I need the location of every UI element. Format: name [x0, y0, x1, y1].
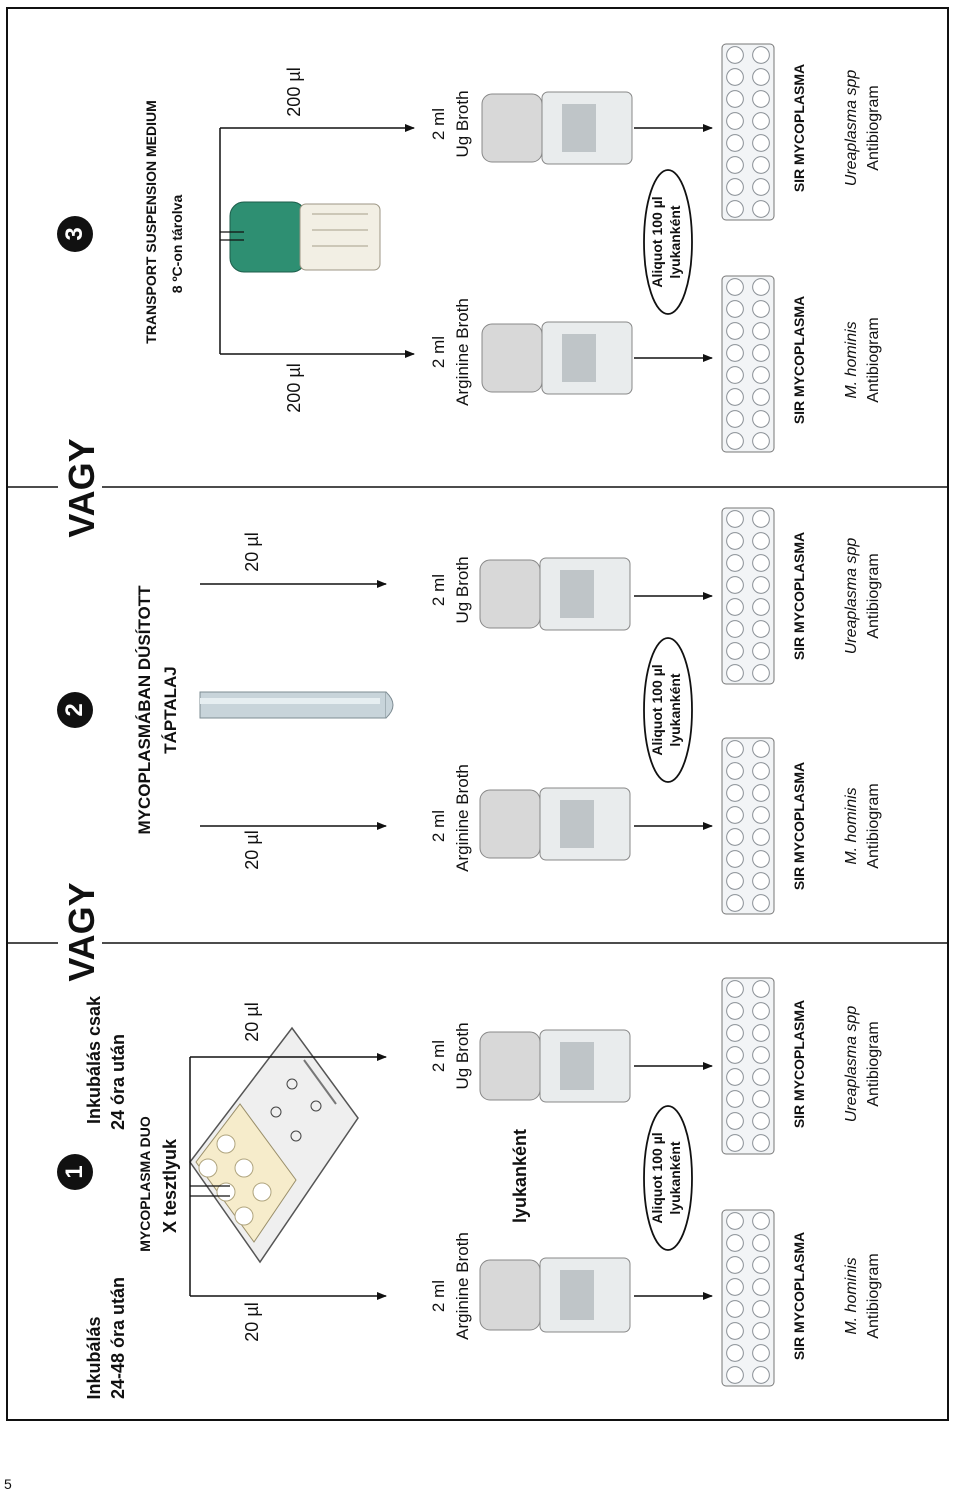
plate-well — [753, 157, 770, 174]
panel-1-number: 1 — [61, 1165, 88, 1179]
plate-well — [753, 1047, 770, 1064]
plate-well — [753, 533, 770, 550]
duo-line2: X tesztlyuk — [160, 1138, 180, 1234]
plate-well — [753, 1345, 770, 1362]
plate-well — [753, 665, 770, 682]
plate-well — [753, 829, 770, 846]
plate-well — [727, 1213, 744, 1230]
plate-well — [727, 1091, 744, 1108]
panel-2-plate1-type: Antibiogram — [865, 783, 882, 869]
plate-well — [727, 1135, 744, 1152]
panel-1-per-well: lyukanként — [510, 1128, 530, 1224]
plate-well — [727, 807, 744, 824]
panel-2-aliquot-line1: Aliquot 100 µl — [649, 664, 665, 756]
plate-well — [753, 367, 770, 384]
panel-1-plate1-type: Antibiogram — [865, 1253, 882, 1339]
plate-well — [727, 367, 744, 384]
plate-well — [727, 1257, 744, 1274]
panel-1-vial1-name: Arginine Broth — [453, 1232, 472, 1340]
plate-well — [727, 157, 744, 174]
plate-well — [753, 201, 770, 218]
panel-3 — [57, 44, 882, 452]
page-number: 5 — [4, 1476, 12, 1492]
panel-1-volume-right: 20 µl — [242, 1002, 262, 1042]
panel-2-vial-ug — [480, 558, 630, 630]
plate-well — [753, 511, 770, 528]
plate-well — [753, 1025, 770, 1042]
plate-well — [753, 555, 770, 572]
plate-well — [727, 1113, 744, 1130]
panel-1-vial2-volume: 2 ml — [429, 1039, 448, 1073]
plate-well — [753, 1091, 770, 1108]
plate-well — [727, 599, 744, 616]
panel-3-aliquot-line1: Aliquot 100 µl — [649, 196, 665, 288]
panel-2-plate2-species: Ureaplasma spp — [843, 537, 860, 655]
plate-well — [753, 389, 770, 406]
plate-well — [727, 323, 744, 340]
panel-3-vial1-volume: 2 ml — [429, 335, 448, 369]
plate-well — [727, 829, 744, 846]
plate-well — [753, 113, 770, 130]
incubation-a-line1: Inkubálás — [84, 1316, 104, 1400]
plate-well — [753, 577, 770, 594]
panel-3-vial1-name: Arginine Broth — [453, 298, 472, 406]
plate-well — [753, 807, 770, 824]
panel-1-vial1-volume: 2 ml — [429, 1279, 448, 1313]
panel-2-plate1-species: M. hominis — [843, 787, 860, 865]
plate-well — [753, 345, 770, 362]
panel-2-title-line1: MYCOPLASMÁBAN DÚSÍTOTT — [135, 585, 154, 835]
panel-2-plate-hominis — [722, 738, 774, 914]
panel-1-plate2-species: Ureaplasma spp — [843, 1005, 860, 1123]
panel-2-plate2-name: SIR MYCOPLASMA — [791, 531, 807, 661]
panel-3-vial2-name: Ug Broth — [453, 90, 472, 158]
panel-1-plate2-type: Antibiogram — [865, 1021, 882, 1107]
panel-2-vial-arginine — [480, 788, 630, 860]
plate-well — [727, 741, 744, 758]
plate-well — [727, 1345, 744, 1362]
panel-3-plate1-species: M. hominis — [843, 321, 860, 399]
plate-well — [753, 179, 770, 196]
incubation-b-line2: 24 óra után — [108, 1033, 128, 1131]
plate-well — [753, 599, 770, 616]
plate-well — [727, 873, 744, 890]
plate-well — [727, 533, 744, 550]
plate-well — [753, 1301, 770, 1318]
panel-1 — [57, 978, 882, 1400]
plate-well — [727, 555, 744, 572]
panel-2-plate1-name: SIR MYCOPLASMA — [791, 761, 807, 891]
panel-1-aliquot-line2: lyukanként — [667, 1141, 683, 1215]
plate-well — [753, 1323, 770, 1340]
panel-3-title-line1: TRANSPORT SUSPENSION MEDIUM — [143, 100, 159, 344]
plate-well — [727, 621, 744, 638]
panel-1-vial2-name: Ug Broth — [453, 1022, 472, 1090]
panel-1-volume-left: 20 µl — [242, 1302, 262, 1342]
panel-3-volume-right: 200 µl — [284, 67, 304, 117]
panel-2-plate-ureaplasma — [722, 508, 774, 684]
panel-3-vial-arginine — [482, 322, 632, 394]
plate-well — [727, 433, 744, 450]
plate-well — [753, 1113, 770, 1130]
plate-well — [727, 301, 744, 318]
plate-well — [753, 411, 770, 428]
plate-well — [753, 1213, 770, 1230]
plate-well — [727, 279, 744, 296]
plate-well — [753, 873, 770, 890]
plate-well — [753, 763, 770, 780]
panel-3-title-line2: 8 ºC-on tárolva — [169, 194, 185, 294]
plate-well — [753, 895, 770, 912]
panel-3-vial2-volume: 2 ml — [429, 107, 448, 141]
panel-3-plate-hominis — [722, 276, 774, 452]
plate-well — [753, 981, 770, 998]
plate-well — [753, 643, 770, 660]
panel-1-plate2-name: SIR MYCOPLASMA — [791, 999, 807, 1129]
panel-1-vial-ug — [480, 1030, 630, 1102]
plate-well — [727, 47, 744, 64]
plate-well — [727, 511, 744, 528]
panel-2-vial2-name: Ug Broth — [453, 556, 472, 624]
plate-well — [727, 851, 744, 868]
plate-well — [727, 1367, 744, 1384]
plate-well — [753, 741, 770, 758]
plate-well — [753, 851, 770, 868]
panel-1-plate-ureaplasma — [722, 978, 774, 1154]
plate-well — [753, 135, 770, 152]
separator-label-lower: VAGY — [61, 882, 102, 982]
panel-3-vial-ug — [482, 92, 632, 164]
panel-2-vial1-name: Arginine Broth — [453, 764, 472, 872]
panel-2-volume-right: 20 µl — [242, 532, 262, 572]
panel-1-aliquot-line1: Aliquot 100 µl — [649, 1132, 665, 1224]
panel-1-plate1-species: M. hominis — [843, 1257, 860, 1335]
plate-well — [753, 785, 770, 802]
panel-3-plate2-name: SIR MYCOPLASMA — [791, 63, 807, 193]
panel-1-plate-hominis — [722, 1210, 774, 1386]
plate-well — [727, 201, 744, 218]
panel-2-number: 2 — [61, 703, 88, 717]
plate-well — [753, 1069, 770, 1086]
plate-well — [753, 69, 770, 86]
panel-2-plate2-type: Antibiogram — [865, 553, 882, 639]
plate-well — [727, 895, 744, 912]
plate-well — [727, 763, 744, 780]
plate-well — [727, 643, 744, 660]
plate-well — [727, 981, 744, 998]
plate-well — [753, 301, 770, 318]
plate-well — [753, 1257, 770, 1274]
panel-3-plate-ureaplasma — [722, 44, 774, 220]
plate-well — [753, 621, 770, 638]
panel-3-aliquot-line2: lyukanként — [667, 205, 683, 279]
panel-3-volume-left: 200 µl — [284, 363, 304, 413]
panel-1-vial-arginine — [480, 1258, 630, 1332]
plate-well — [727, 577, 744, 594]
plate-well — [753, 279, 770, 296]
plate-well — [727, 1323, 744, 1340]
plate-well — [727, 91, 744, 108]
plate-well — [727, 1279, 744, 1296]
panel-3-plate2-type: Antibiogram — [865, 85, 882, 171]
panel-3-transport-bottle — [230, 202, 380, 272]
mycoplasma-duo-cassette — [190, 1028, 358, 1262]
plate-well — [727, 135, 744, 152]
plate-well — [753, 323, 770, 340]
plate-well — [727, 1047, 744, 1064]
panel-1-plate1-name: SIR MYCOPLASMA — [791, 1231, 807, 1361]
plate-well — [727, 1025, 744, 1042]
panel-3-plate1-type: Antibiogram — [865, 317, 882, 403]
plate-well — [727, 1069, 744, 1086]
duo-line1: MYCOPLASMA DUO — [137, 1116, 153, 1252]
plate-well — [753, 433, 770, 450]
panel-2-test-tube — [200, 692, 393, 718]
plate-well — [727, 1301, 744, 1318]
panel-2-volume-left: 20 µl — [242, 830, 262, 870]
panel-2 — [57, 508, 882, 914]
plate-well — [753, 47, 770, 64]
plate-well — [753, 1279, 770, 1296]
panel-3-number: 3 — [61, 227, 88, 241]
plate-well — [727, 69, 744, 86]
plate-well — [727, 113, 744, 130]
plate-well — [753, 1135, 770, 1152]
panel-3-plate1-name: SIR MYCOPLASMA — [791, 295, 807, 425]
plate-well — [753, 91, 770, 108]
incubation-a-line2: 24-48 óra után — [108, 1276, 128, 1400]
panel-2-vial1-volume: 2 ml — [429, 809, 448, 843]
panel-3-plate2-species: Ureaplasma spp — [843, 69, 860, 187]
plate-well — [727, 665, 744, 682]
panel-2-vial2-volume: 2 ml — [429, 573, 448, 607]
plate-well — [753, 1367, 770, 1384]
plate-well — [727, 1003, 744, 1020]
plate-well — [727, 1235, 744, 1252]
separator-label-upper: VAGY — [61, 438, 102, 538]
panel-2-aliquot-line2: lyukanként — [667, 673, 683, 747]
plate-well — [727, 179, 744, 196]
plate-well — [753, 1235, 770, 1252]
incubation-b-line1: Inkubálás csak — [84, 995, 104, 1125]
plate-well — [753, 1003, 770, 1020]
plate-well — [727, 411, 744, 428]
plate-well — [727, 345, 744, 362]
plate-well — [727, 785, 744, 802]
panel-2-title-line2: TÁPTALAJ — [161, 666, 180, 754]
plate-well — [727, 389, 744, 406]
